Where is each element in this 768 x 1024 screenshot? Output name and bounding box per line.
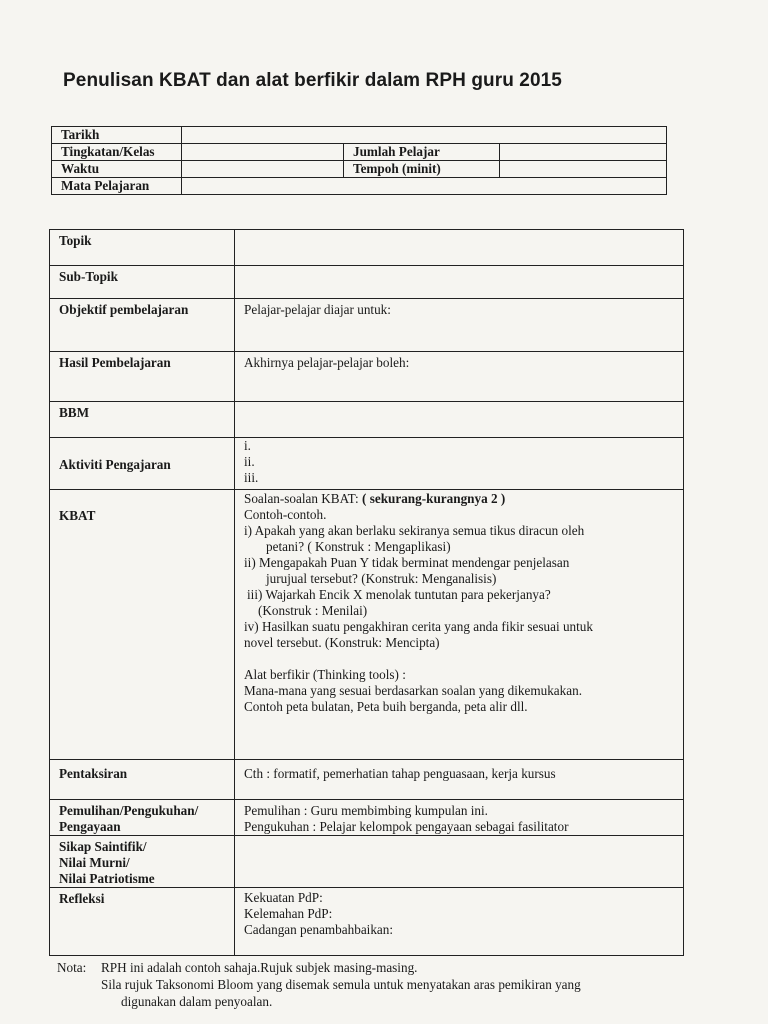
tempoh-field[interactable] [500, 161, 667, 178]
topik-label: Topik [50, 230, 235, 266]
tempoh-label: Tempoh (minit) [344, 161, 500, 178]
page-title: Penulisan KBAT dan alat berfikir dalam RPH guru 2015 [63, 70, 562, 91]
notes-line: RPH ini adalah contoh sahaja.Rujuk subjek masing-masing. [101, 960, 418, 975]
mata-label: Mata Pelajaran [52, 178, 182, 195]
waktu-field[interactable] [182, 161, 344, 178]
hasil-label: Hasil Pembelajaran [50, 352, 235, 402]
refleksi-item: Kelemahan PdP: [244, 906, 333, 921]
kbat-label: KBAT [50, 490, 235, 760]
tarikh-label: Tarikh [52, 127, 182, 144]
pemulihan-text: Pemulihan : Guru membimbing kumpulan ini. [244, 803, 488, 818]
kbat-intro: Soalan-soalan KBAT: ( sekurang-kurangnya 2 ) [244, 491, 506, 506]
tingkatan-field[interactable] [182, 144, 344, 161]
notes-section [57, 959, 747, 1010]
subtopik-label: Sub-Topik [50, 266, 235, 299]
tarikh-field[interactable] [182, 127, 667, 144]
subtopik-field[interactable] [235, 266, 684, 299]
notes-label: Nota: [57, 960, 87, 975]
pentaksiran-label: Pentaksiran [50, 760, 235, 800]
lesson-plan-table [49, 229, 684, 956]
sikap-field[interactable] [235, 836, 684, 888]
jumlah-field[interactable] [500, 144, 667, 161]
refleksi-item: Kekuatan PdP: [244, 890, 323, 905]
aktiviti-item: i. [244, 438, 251, 453]
kbat-field[interactable] [235, 490, 684, 760]
kbat-question: iii) Wajarkah Encik X menolak tuntutan para pekerjanya? [247, 587, 551, 602]
sikap-label: Sikap Saintifik/ Nilai Murni/ Nilai Patriotisme [50, 836, 235, 888]
kbat-question-cont: petani? ( Konstruk : Mengaplikasi) [266, 539, 451, 554]
refleksi-field[interactable] [235, 888, 684, 956]
kbat-question: iv) Hasilkan suatu pengakhiran cerita yang anda fikir sesuai untuk [244, 619, 593, 634]
alat-berfikir-title: Alat berfikir (Thinking tools) : [244, 667, 406, 682]
jumlah-label: Jumlah Pelajar [344, 144, 500, 161]
header-table [51, 126, 667, 195]
kbat-intro-bold: ( sekurang-kurangnya 2 ) [362, 491, 506, 506]
tingkatan-label: Tingkatan/Kelas [52, 144, 182, 161]
aktiviti-item: ii. [244, 454, 255, 469]
alat-berfikir-text: Contoh peta bulatan, Peta buih berganda, peta alir dll. [244, 699, 528, 714]
aktiviti-item: iii. [244, 470, 259, 485]
pemulihan-label: Pemulihan/Pengukuhan/ Pengayaan [50, 800, 235, 836]
refleksi-item: Cadangan penambahbaikan: [244, 922, 394, 937]
objektif-field[interactable]: Pelajar-pelajar diajar untuk: [235, 299, 684, 352]
objektif-label: Objektif pembelajaran [50, 299, 235, 352]
mata-field[interactable] [182, 178, 667, 195]
kbat-question-cont: novel tersebut. (Konstruk: Mencipta) [244, 635, 440, 650]
aktiviti-field[interactable] [235, 438, 684, 490]
aktiviti-label: Aktiviti Pengajaran [50, 438, 235, 490]
notes-line: digunakan dalam penyoalan. [121, 994, 273, 1009]
alat-berfikir-text: Mana-mana yang sesuai berdasarkan soalan yang dikemukakan. [244, 683, 582, 698]
pemulihan-field[interactable] [235, 800, 684, 836]
bbm-label: BBM [50, 402, 235, 438]
kbat-question-cont: jurujual tersebut? (Konstruk: Menganalisis) [266, 571, 497, 586]
topik-field[interactable] [235, 230, 684, 266]
waktu-label: Waktu [52, 161, 182, 178]
hasil-field[interactable]: Akhirnya pelajar-pelajar boleh: [235, 352, 684, 402]
notes-line: Sila rujuk Taksonomi Bloom yang disemak semula untuk menyatakan aras pemikiran yang [101, 977, 581, 992]
pentaksiran-field[interactable]: Cth : formatif, pemerhatian tahap penguasaan, kerja kursus [235, 760, 684, 800]
bbm-field[interactable] [235, 402, 684, 438]
kbat-question-cont: (Konstruk : Menilai) [258, 603, 368, 618]
kbat-question: i) Apakah yang akan berlaku sekiranya semua tikus diracun oleh [244, 523, 585, 538]
kbat-contoh: Contoh-contoh. [244, 507, 327, 522]
refleksi-label: Refleksi [50, 888, 235, 956]
kbat-question: ii) Mengapakah Puan Y tidak berminat mendengar penjelasan [244, 555, 570, 570]
pengukuhan-text: Pengukuhan : Pelajar kelompok pengayaan sebagai fasilitator [244, 819, 569, 834]
